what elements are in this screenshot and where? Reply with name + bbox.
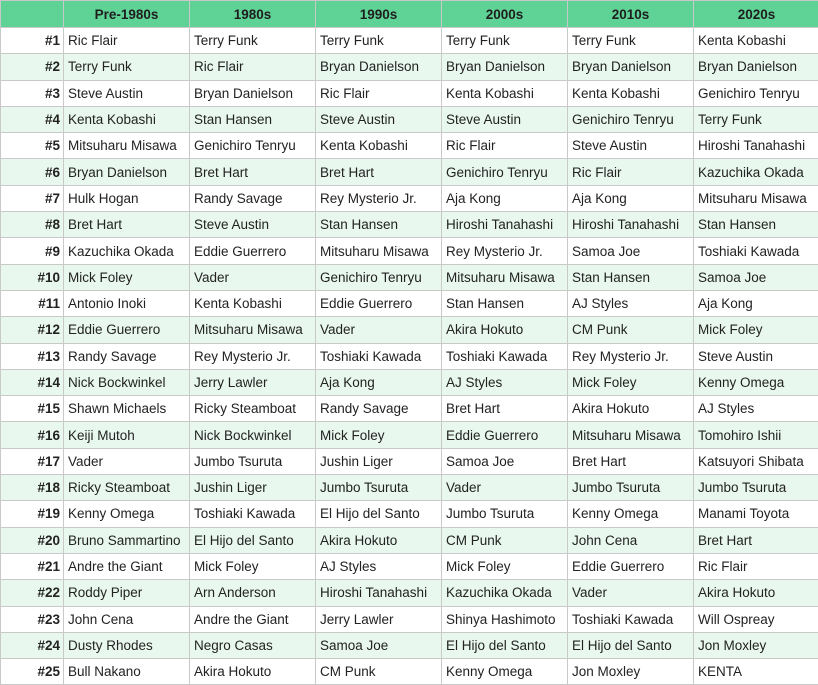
wrestler-cell: CM Punk [316, 659, 442, 685]
wrestler-cell: Aja Kong [694, 290, 818, 316]
wrestler-cell: Samoa Joe [694, 264, 818, 290]
wrestler-cell: Kazuchika Okada [64, 238, 190, 264]
table-row [1, 106, 818, 132]
wrestler-cell: CM Punk [568, 317, 694, 343]
wrestler-cell: Aja Kong [442, 185, 568, 211]
rank-cell: #2 [1, 54, 64, 80]
wrestler-cell: Genichiro Tenryu [442, 159, 568, 185]
rank-cell: #10 [1, 264, 64, 290]
table-row [1, 475, 818, 501]
table-row [1, 317, 818, 343]
wrestler-cell: Mick Foley [694, 317, 818, 343]
table-row [1, 422, 818, 448]
wrestler-cell: CM Punk [442, 527, 568, 553]
wrestler-cell: KENTA [694, 659, 818, 685]
wrestler-cell: Kenny Omega [694, 369, 818, 395]
wrestler-cell: Jumbo Tsuruta [694, 475, 818, 501]
table-row [1, 212, 818, 238]
wrestler-cell: Genichiro Tenryu [568, 106, 694, 132]
wrestler-cell: Randy Savage [190, 185, 316, 211]
wrestler-cell: Hulk Hogan [64, 185, 190, 211]
wrestler-cell: Bryan Danielson [694, 54, 818, 80]
table-row [1, 527, 818, 553]
wrestler-cell: Kenny Omega [568, 501, 694, 527]
wrestler-cell: Aja Kong [316, 369, 442, 395]
wrestler-cell: Jerry Lawler [190, 369, 316, 395]
wrestler-cell: Mitsuharu Misawa [442, 264, 568, 290]
wrestler-cell: Mick Foley [190, 553, 316, 579]
wrestler-cell: Genichiro Tenryu [190, 133, 316, 159]
rank-cell: #18 [1, 475, 64, 501]
wrestler-cell: Samoa Joe [568, 238, 694, 264]
wrestler-cell: Negro Casas [190, 632, 316, 658]
table-row [1, 396, 818, 422]
wrestler-cell: Steve Austin [568, 133, 694, 159]
wrestler-cell: Terry Funk [316, 28, 442, 54]
wrestler-cell: Rey Mysterio Jr. [568, 343, 694, 369]
wrestler-cell: Bret Hart [568, 448, 694, 474]
header-column: 2000s [442, 1, 568, 28]
wrestler-cell: El Hijo del Santo [190, 527, 316, 553]
wrestler-cell: Keiji Mutoh [64, 422, 190, 448]
wrestler-cell: Terry Funk [64, 54, 190, 80]
wrestler-cell: Eddie Guerrero [442, 422, 568, 448]
wrestler-cell: El Hijo del Santo [442, 632, 568, 658]
wrestler-cell: Kazuchika Okada [442, 580, 568, 606]
wrestler-cell: John Cena [64, 606, 190, 632]
wrestler-cell: John Cena [568, 527, 694, 553]
wrestler-cell: Ricky Steamboat [64, 475, 190, 501]
wrestler-cell: Akira Hokuto [442, 317, 568, 343]
wrestler-cell: Toshiaki Kawada [568, 606, 694, 632]
wrestler-cell: Rey Mysterio Jr. [442, 238, 568, 264]
rank-cell: #14 [1, 369, 64, 395]
wrestler-cell: AJ Styles [442, 369, 568, 395]
rank-cell: #1 [1, 28, 64, 54]
wrestler-cell: Tomohiro Ishii [694, 422, 818, 448]
wrestler-cell: Vader [64, 448, 190, 474]
rank-cell: #20 [1, 527, 64, 553]
rank-cell: #12 [1, 317, 64, 343]
rank-cell: #7 [1, 185, 64, 211]
rank-cell: #11 [1, 290, 64, 316]
wrestler-cell: Ric Flair [694, 553, 818, 579]
table-row [1, 501, 818, 527]
wrestler-cell: Bryan Danielson [190, 80, 316, 106]
wrestler-cell: Hiroshi Tanahashi [316, 580, 442, 606]
rank-cell: #19 [1, 501, 64, 527]
wrestler-cell: Bret Hart [190, 159, 316, 185]
wrestler-cell: Kenta Kobashi [442, 80, 568, 106]
table-row [1, 580, 818, 606]
rank-cell: #17 [1, 448, 64, 474]
wrestler-cell: Steve Austin [64, 80, 190, 106]
wrestler-cell: Ric Flair [316, 80, 442, 106]
wrestler-cell: Stan Hansen [568, 264, 694, 290]
wrestler-cell: Randy Savage [64, 343, 190, 369]
wrestler-cell: Hiroshi Tanahashi [694, 133, 818, 159]
table-header [1, 1, 818, 28]
header-column: 1990s [316, 1, 442, 28]
wrestler-cell: Rey Mysterio Jr. [316, 185, 442, 211]
wrestler-cell: Kenta Kobashi [190, 290, 316, 316]
table-row [1, 659, 818, 685]
wrestler-cell: Kazuchika Okada [694, 159, 818, 185]
wrestler-cell: Antonio Inoki [64, 290, 190, 316]
wrestler-cell: Roddy Piper [64, 580, 190, 606]
wrestler-cell: Vader [442, 475, 568, 501]
wrestler-cell: Ric Flair [190, 54, 316, 80]
table-row [1, 606, 818, 632]
wrestler-cell: Rey Mysterio Jr. [190, 343, 316, 369]
wrestler-cell: Shawn Michaels [64, 396, 190, 422]
wrestler-cell: Andre the Giant [190, 606, 316, 632]
wrestler-cell: Mitsuharu Misawa [568, 422, 694, 448]
wrestler-cell: Akira Hokuto [190, 659, 316, 685]
table-row [1, 553, 818, 579]
wrestler-cell: El Hijo del Santo [568, 632, 694, 658]
wrestler-cell: El Hijo del Santo [316, 501, 442, 527]
wrestler-cell: Nick Bockwinkel [190, 422, 316, 448]
wrestler-cell: Bret Hart [442, 396, 568, 422]
wrestler-cell: Toshiaki Kawada [442, 343, 568, 369]
rank-cell: #21 [1, 553, 64, 579]
wrestler-cell: Stan Hansen [694, 212, 818, 238]
wrestler-cell: AJ Styles [568, 290, 694, 316]
header-column: 2020s [694, 1, 818, 28]
table-row [1, 133, 818, 159]
table-row [1, 448, 818, 474]
wrestler-cell: Eddie Guerrero [568, 553, 694, 579]
table-row [1, 343, 818, 369]
rank-cell: #3 [1, 80, 64, 106]
wrestler-cell: AJ Styles [316, 553, 442, 579]
wrestler-cell: Mitsuharu Misawa [64, 133, 190, 159]
wrestler-cell: Steve Austin [316, 106, 442, 132]
wrestler-cell: Bryan Danielson [568, 54, 694, 80]
wrestler-cell: Genichiro Tenryu [694, 80, 818, 106]
table-row [1, 28, 818, 54]
rank-cell: #5 [1, 133, 64, 159]
table-row [1, 238, 818, 264]
wrestler-cell: Mick Foley [64, 264, 190, 290]
wrestler-cell: Akira Hokuto [694, 580, 818, 606]
wrestler-cell: Steve Austin [442, 106, 568, 132]
wrestler-cell: Manami Toyota [694, 501, 818, 527]
header-column: Pre-1980s [64, 1, 190, 28]
wrestler-cell: Terry Funk [694, 106, 818, 132]
wrestler-cell: Toshiaki Kawada [190, 501, 316, 527]
wrestler-cell: Mitsuharu Misawa [190, 317, 316, 343]
rank-cell: #25 [1, 659, 64, 685]
wrestler-cell: Ric Flair [442, 133, 568, 159]
wrestler-cell: Vader [316, 317, 442, 343]
header-rank-column [1, 1, 64, 28]
wrestler-cell: Jumbo Tsuruta [190, 448, 316, 474]
wrestler-cell: Mitsuharu Misawa [316, 238, 442, 264]
table-body [1, 28, 818, 685]
table-row [1, 264, 818, 290]
wrestler-cell: Vader [568, 580, 694, 606]
rank-cell: #22 [1, 580, 64, 606]
table-row [1, 290, 818, 316]
rank-cell: #13 [1, 343, 64, 369]
wrestler-cell: Jerry Lawler [316, 606, 442, 632]
wrestler-cell: Stan Hansen [190, 106, 316, 132]
wrestler-cell: Bryan Danielson [64, 159, 190, 185]
rank-cell: #15 [1, 396, 64, 422]
wrestler-cell: Ric Flair [64, 28, 190, 54]
wrestler-cell: Jumbo Tsuruta [442, 501, 568, 527]
wrestler-cell: Kenta Kobashi [568, 80, 694, 106]
wrestler-cell: Jon Moxley [694, 632, 818, 658]
header-column: 2010s [568, 1, 694, 28]
wrestler-cell: Jumbo Tsuruta [316, 475, 442, 501]
table-row [1, 632, 818, 658]
wrestler-cell: Samoa Joe [316, 632, 442, 658]
wrestler-cell: Mick Foley [442, 553, 568, 579]
rank-cell: #4 [1, 106, 64, 132]
wrestler-cell: Bryan Danielson [316, 54, 442, 80]
wrestler-cell: Hiroshi Tanahashi [568, 212, 694, 238]
wrestler-cell: Bret Hart [64, 212, 190, 238]
wrestler-cell: Steve Austin [694, 343, 818, 369]
wrestler-cell: Mick Foley [316, 422, 442, 448]
wrestler-cell: Kenny Omega [64, 501, 190, 527]
wrestler-cell: Jushin Liger [316, 448, 442, 474]
wrestler-cell: Hiroshi Tanahashi [442, 212, 568, 238]
wrestler-cell: Shinya Hashimoto [442, 606, 568, 632]
wrestler-cell: Kenta Kobashi [316, 133, 442, 159]
wrestler-cell: Ric Flair [568, 159, 694, 185]
header-row [1, 1, 818, 28]
wrestler-cell: Bruno Sammartino [64, 527, 190, 553]
wrestler-cell: Andre the Giant [64, 553, 190, 579]
rank-cell: #8 [1, 212, 64, 238]
rank-cell: #24 [1, 632, 64, 658]
wrestler-cell: Toshiaki Kawada [316, 343, 442, 369]
wrestler-cell: Steve Austin [190, 212, 316, 238]
wrestler-cell: Mitsuharu Misawa [694, 185, 818, 211]
wrestler-cell: Vader [190, 264, 316, 290]
wrestler-cell: Eddie Guerrero [316, 290, 442, 316]
wrestler-cell: Genichiro Tenryu [316, 264, 442, 290]
wrestler-cell: Katsuyori Shibata [694, 448, 818, 474]
wrestler-cell: Eddie Guerrero [64, 317, 190, 343]
table-row [1, 369, 818, 395]
wrestler-cell: Aja Kong [568, 185, 694, 211]
wrestler-cell: Ricky Steamboat [190, 396, 316, 422]
wrestler-cell: Bryan Danielson [442, 54, 568, 80]
rank-cell: #9 [1, 238, 64, 264]
table-row [1, 80, 818, 106]
wrestler-cell: Bull Nakano [64, 659, 190, 685]
wrestler-cell: Mick Foley [568, 369, 694, 395]
wrestler-cell: Randy Savage [316, 396, 442, 422]
wrestler-cell: AJ Styles [694, 396, 818, 422]
wrestler-cell: Kenta Kobashi [64, 106, 190, 132]
rank-cell: #6 [1, 159, 64, 185]
table-row [1, 185, 818, 211]
table-row [1, 54, 818, 80]
wrestler-cell: Jushin Liger [190, 475, 316, 501]
wrestler-cell: Nick Bockwinkel [64, 369, 190, 395]
wrestler-cell: Will Ospreay [694, 606, 818, 632]
wrestler-cell: Jon Moxley [568, 659, 694, 685]
wrestler-cell: Terry Funk [442, 28, 568, 54]
header-column: 1980s [190, 1, 316, 28]
wrestler-cell: Bret Hart [316, 159, 442, 185]
wrestler-cell: Toshiaki Kawada [694, 238, 818, 264]
wrestler-cell: Terry Funk [568, 28, 694, 54]
rank-cell: #23 [1, 606, 64, 632]
wrestler-cell: Kenny Omega [442, 659, 568, 685]
wrestler-cell: Terry Funk [190, 28, 316, 54]
wrestler-cell: Kenta Kobashi [694, 28, 818, 54]
wrestler-cell: Arn Anderson [190, 580, 316, 606]
wrestler-cell: Akira Hokuto [316, 527, 442, 553]
wrestler-cell: Bret Hart [694, 527, 818, 553]
rank-cell: #16 [1, 422, 64, 448]
wrestler-cell: Samoa Joe [442, 448, 568, 474]
wrestler-cell: Stan Hansen [442, 290, 568, 316]
table-row [1, 159, 818, 185]
wrestler-cell: Eddie Guerrero [190, 238, 316, 264]
wrestler-cell: Jumbo Tsuruta [568, 475, 694, 501]
wrestler-cell: Stan Hansen [316, 212, 442, 238]
wrestler-cell: Dusty Rhodes [64, 632, 190, 658]
wrestler-cell: Akira Hokuto [568, 396, 694, 422]
